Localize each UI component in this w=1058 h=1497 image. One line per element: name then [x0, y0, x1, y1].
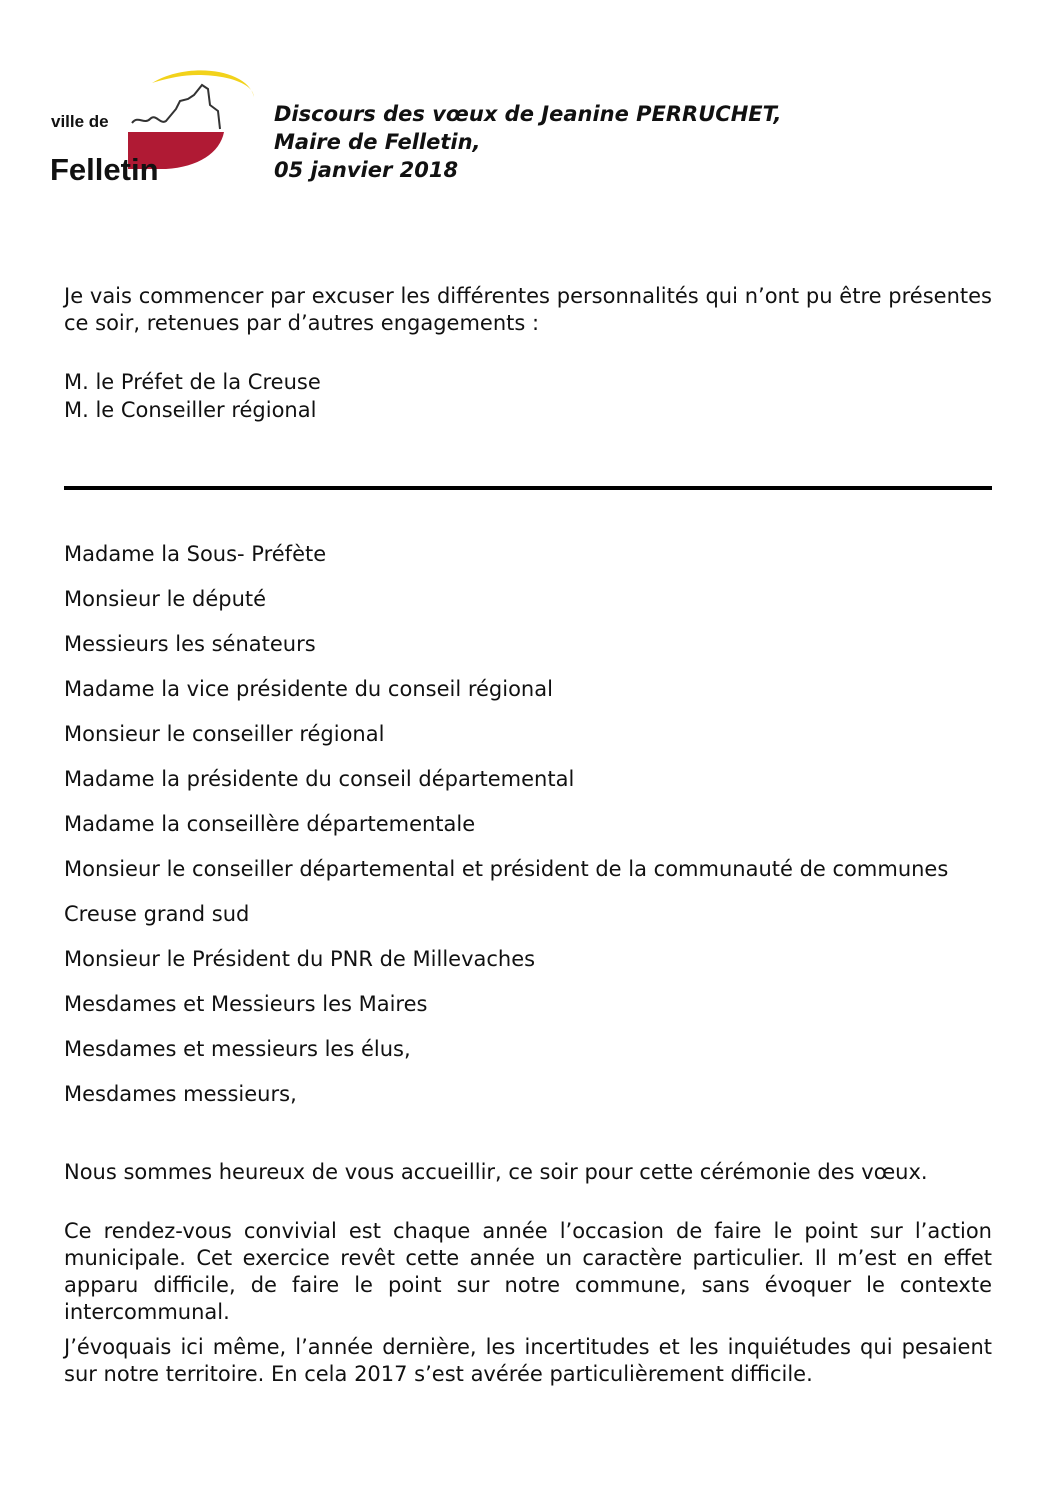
- salutation-line: Messieurs les sénateurs: [64, 632, 316, 656]
- logo-skyline: [132, 85, 220, 129]
- salutation-line: Mesdames et Messieurs les Maires: [64, 992, 428, 1016]
- title-line-2: Maire de Felletin,: [274, 130, 481, 154]
- horizontal-rule: [64, 486, 992, 490]
- excused-item: M. le Conseiller régional: [64, 398, 317, 422]
- salutation-line: Monsieur le conseiller départemental et président de la communauté de communes: [64, 857, 949, 881]
- title-line-3: 05 janvier 2018: [274, 158, 459, 182]
- context-paragraph: Ce rendez-vous convivial est chaque année l’occasion de faire le point sur l’action municipale. Cet exercice revêt cette année un caractère particulier. Il m’est en effet apparu difficile, de faire le point sur notre commune, sans évoquer le contexte intercommunal.: [64, 1219, 992, 1324]
- logo-arc: [152, 70, 254, 97]
- document-title: [274, 100, 782, 184]
- logo-text-felletin: Felletin: [50, 152, 159, 183]
- salutation-line: Madame la présidente du conseil départemental: [64, 767, 575, 791]
- salutation-line: Madame la Sous- Préfète: [64, 542, 327, 566]
- salutation-line: Monsieur le Président du PNR de Millevaches: [64, 947, 536, 971]
- salutation-line: Mesdames messieurs,: [64, 1082, 297, 1106]
- intro-paragraph: Je vais commencer par excuser les différentes personnalités qui n’ont pu être présentes ce soir, retenues par d’autres engagements :: [64, 284, 992, 335]
- salutation-line: Creuse grand sud: [64, 902, 250, 926]
- excused-item: M. le Préfet de la Creuse: [64, 370, 321, 394]
- title-line-1: Discours des vœux de Jeanine PERRUCHET,: [274, 102, 782, 126]
- logo-text-ville: ville de: [51, 112, 109, 131]
- salutation-line: Monsieur le député: [64, 587, 267, 611]
- salutation-line: Mesdames et messieurs les élus,: [64, 1037, 411, 1061]
- salutation-line: Madame la conseillère départementale: [64, 812, 476, 836]
- felletin-logo: [48, 65, 256, 183]
- salutation-line: Madame la vice présidente du conseil régional: [64, 677, 553, 701]
- salutation-line: Monsieur le conseiller régional: [64, 722, 385, 746]
- last-paragraph: J’évoquais ici même, l’année dernière, les incertitudes et les inquiétudes qui pesaient sur notre territoire. En cela 2017 s’est avérée particulièrement difficile.: [64, 1335, 992, 1386]
- felletin-logo-graphic: [48, 65, 256, 183]
- welcome-paragraph: Nous sommes heureux de vous accueillir, ce soir pour cette cérémonie des vœux.: [64, 1160, 928, 1184]
